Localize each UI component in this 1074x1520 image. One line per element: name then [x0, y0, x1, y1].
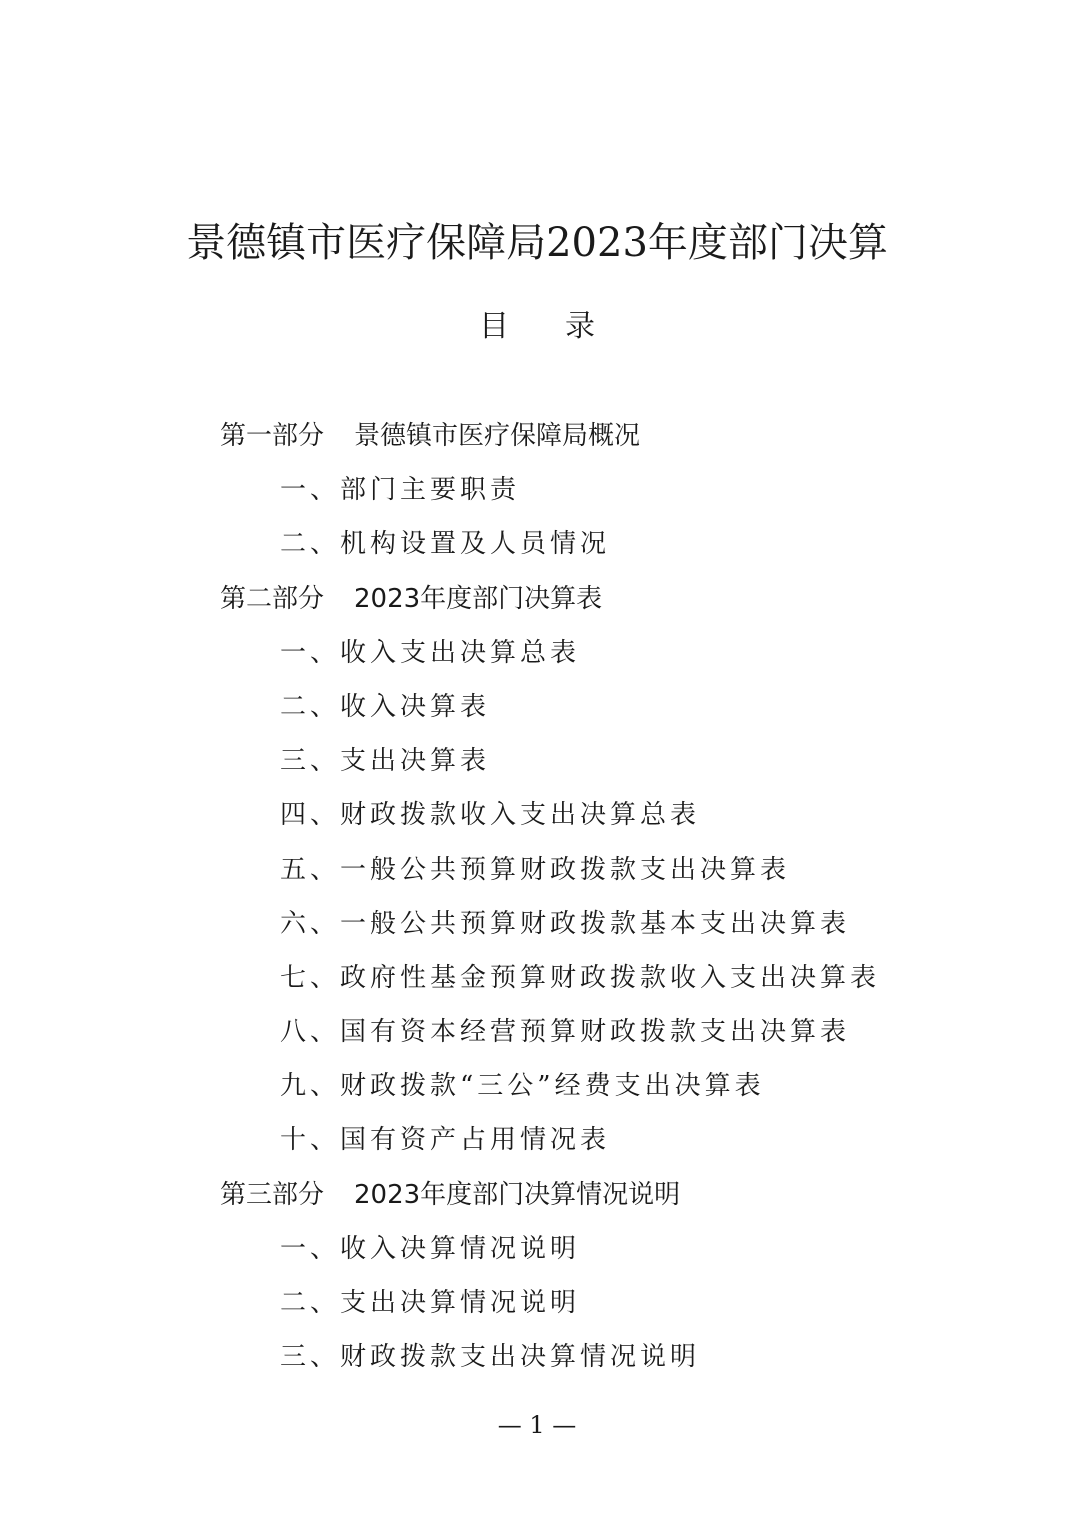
toc-heading-char-2: 录 — [565, 309, 595, 344]
toc-item: 二、收入决算表 — [280, 691, 491, 722]
toc-heading-char-1: 目 — [479, 309, 509, 344]
toc-item: 二、机构设置及人员情况 — [280, 529, 611, 560]
document-title: 景德镇市医疗保障局2023年度部门决算 — [186, 219, 888, 266]
toc-item: 八、国有资本经营预算财政拨款支出决算表 — [280, 1017, 851, 1048]
toc-item: 七、政府性基金预算财政拨款收入支出决算表 — [280, 962, 881, 993]
toc-item: 十、国有资产占用情况表 — [280, 1125, 611, 1156]
toc-item: 三、支出决算表 — [280, 746, 491, 777]
toc-item: 一、收入决算情况说明 — [280, 1233, 581, 1264]
toc-item: 四、财政拨款收入支出决算总表 — [280, 800, 701, 831]
toc-part-name: 2023年度部门决算表 — [354, 583, 603, 614]
toc-item: 二、支出决算情况说明 — [280, 1288, 581, 1318]
page-number: — 1 — — [497, 1411, 577, 1439]
toc-part-3 — [0, 1168, 1074, 1222]
toc-heading — [0, 303, 1074, 351]
toc-item: 六、一般公共预算财政拨款基本支出决算表 — [280, 908, 851, 939]
table-of-contents — [0, 409, 1074, 1384]
toc-part-number: 第三部分 — [220, 1179, 325, 1210]
toc-item: 三、财政拨款支出决算情况说明 — [280, 1342, 701, 1373]
toc-part-1 — [0, 409, 1074, 463]
toc-part-number: 第一部分 — [220, 421, 325, 451]
toc-item: 一、部门主要职责 — [280, 475, 521, 506]
toc-part-number: 第二部分 — [220, 583, 325, 614]
toc-part-2 — [0, 572, 1074, 626]
toc-part-name: 景德镇市医疗保障局概况 — [354, 421, 641, 451]
toc-part-name: 2023年度部门决算情况说明 — [354, 1179, 681, 1210]
toc-item: 五、一般公共预算财政拨款支出决算表 — [280, 854, 791, 885]
toc-item: 一、收入支出决算总表 — [280, 637, 581, 668]
toc-item: 九、财政拨款“三公”经费支出决算表 — [280, 1071, 765, 1102]
